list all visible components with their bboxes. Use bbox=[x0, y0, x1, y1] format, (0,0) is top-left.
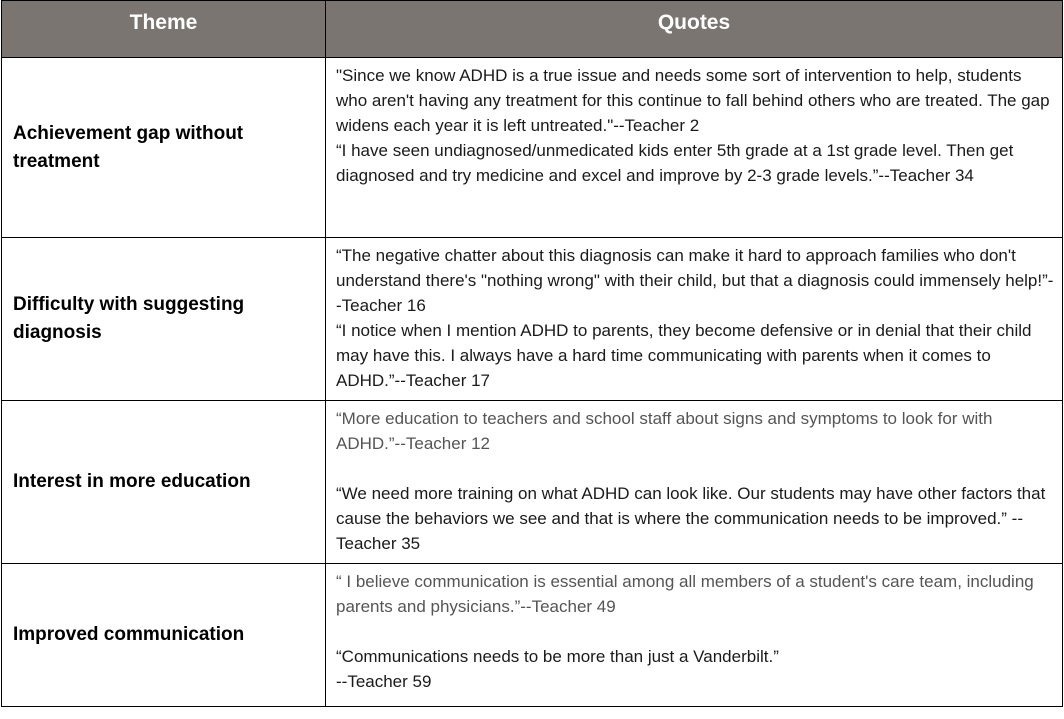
header-row bbox=[2, 1, 1063, 58]
quote-text: “Communications needs to be more than just a Vanderbilt.” bbox=[336, 647, 779, 666]
table-row bbox=[2, 238, 1063, 401]
theme-cell: Achievement gap without treatment bbox=[2, 58, 326, 238]
quote-text: “We need more training on what ADHD can look like. Our students may have other factors that cause the behaviors we see and that is where the communication needs to be improved.” --Teacher 35 bbox=[336, 484, 1051, 553]
quote-text: “I notice when I mention ADHD to parents, they become defensive or in denial that their child may have this. I always have a hard time communicating with parents when it comes to ADHD.”--Teacher 17 bbox=[336, 321, 1037, 390]
quotes-cell bbox=[326, 401, 1063, 564]
quote-text: "Since we know ADHD is a true issue and needs some sort of intervention to help, students who aren't having any treatment for this continue to fall behind others who are treated. The gap widens each year it is left untreated."--Teacher 2 bbox=[336, 66, 1055, 135]
table-row bbox=[2, 401, 1063, 564]
quote-attribution: --Teacher 59 bbox=[336, 672, 432, 691]
quotes-cell bbox=[326, 238, 1063, 401]
theme-cell: Improved communication bbox=[2, 564, 326, 707]
quotes-cell bbox=[326, 564, 1063, 707]
theme-cell: Interest in more education bbox=[2, 401, 326, 564]
table-row bbox=[2, 58, 1063, 238]
theme-cell: Difficulty with suggesting diagnosis bbox=[2, 238, 326, 401]
quote-text: “I have seen undiagnosed/unmedicated kids enter 5th grade at a 1st grade level. Then get diagnosed and try medicine and excel and improve by 2-3 grade levels.”--Teacher 34 bbox=[336, 141, 1019, 185]
themes-quotes-table bbox=[1, 0, 1063, 707]
quotes-cell bbox=[326, 58, 1063, 238]
quote-text: “ I believe communication is essential among all members of a student's care team, including parents and physicians.”--Teacher 49 bbox=[336, 572, 1039, 616]
theme-column-header: Theme bbox=[2, 1, 326, 58]
table-row bbox=[2, 564, 1063, 707]
quotes-column-header: Quotes bbox=[326, 1, 1063, 58]
spacer bbox=[336, 456, 1054, 481]
quote-text: “The negative chatter about this diagnosis can make it hard to approach families who don't understand there's "nothing wrong" with their child, but that a diagnosis could immensely help!”--Teacher 16 bbox=[336, 246, 1054, 315]
spacer bbox=[336, 619, 1054, 644]
quote-text: “More education to teachers and school staff about signs and symptoms to look for with ADHD.”--Teacher 12 bbox=[336, 409, 997, 453]
